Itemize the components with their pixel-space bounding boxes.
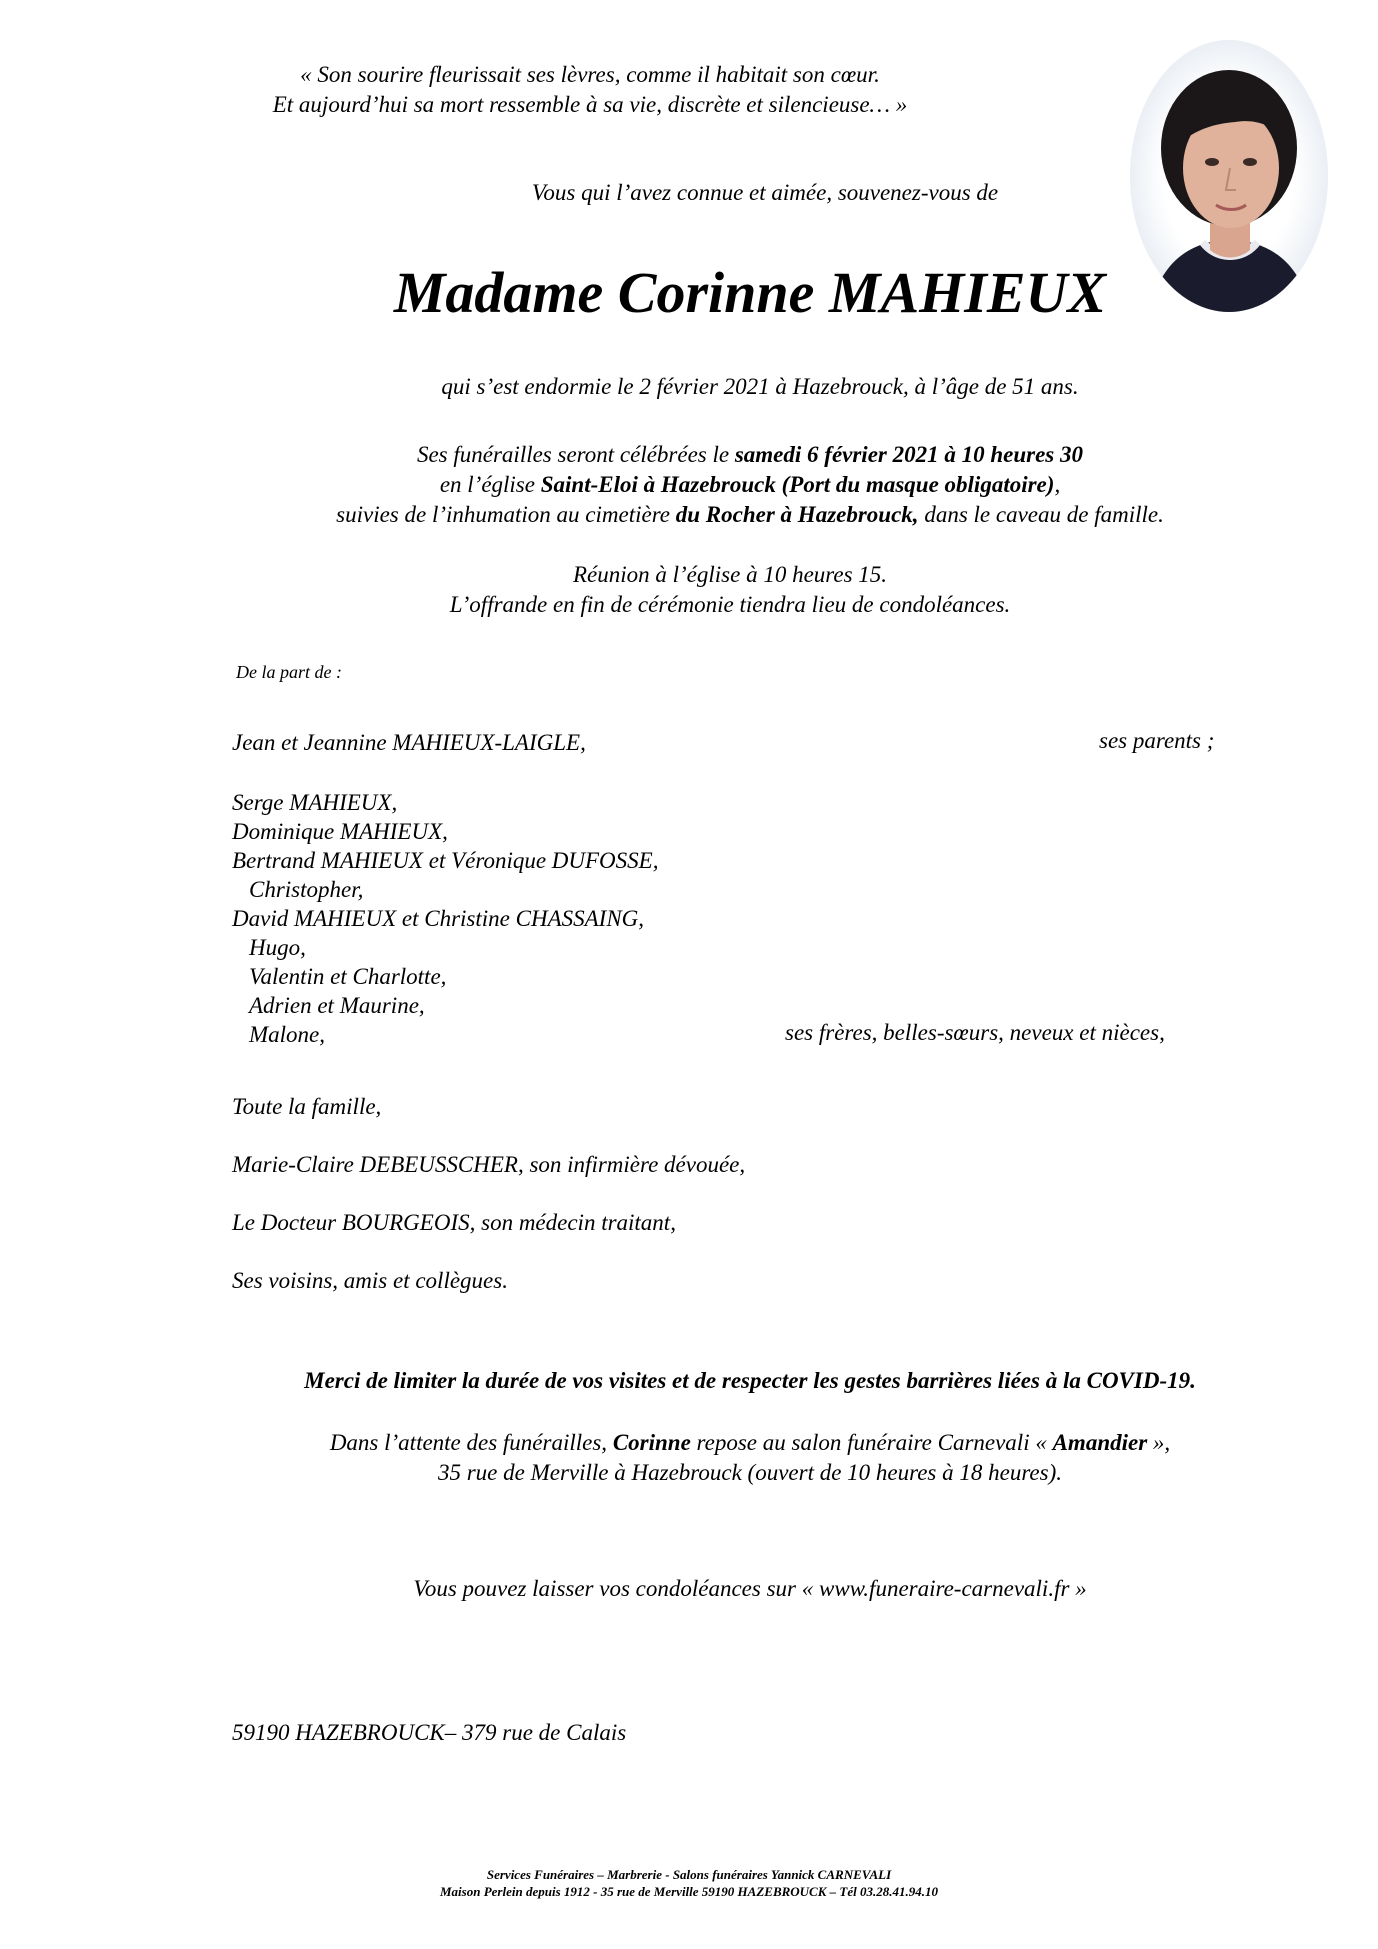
family-line: Christopher, [249, 877, 364, 902]
siblings-relation: ses frères, belles-sœurs, neveux et nièces, [785, 1020, 1165, 1045]
salon-line-1 [200, 1428, 1300, 1458]
meeting-info [300, 560, 1160, 620]
salon-text: », [1147, 1430, 1171, 1455]
salon-line-2: 35 rue de Merville à Hazebrouck (ouvert de 10 heures à 18 heures). [437, 1460, 1063, 1485]
deceased-name: Madame Corinne MAHIEUX [393, 260, 1107, 325]
funeral-details [200, 440, 1300, 530]
family-line: Bertrand MAHIEUX et Véronique DUFOSSE, [232, 848, 659, 873]
family-others-2: Marie-Claire DEBEUSSCHER, son infirmière dévouée, [232, 1152, 746, 1177]
salon-room: Amandier [1052, 1430, 1148, 1455]
parents-relation: ses parents ; [1099, 728, 1215, 753]
quote-line-2: Et aujourd’hui sa mort ressemble à sa vie, discrète et silencieuse… » [272, 92, 908, 117]
footer-line-1: Services Funéraires – Marbrerie - Salons funéraires Yannick CARNEVALI [486, 1867, 892, 1882]
funeral-line-3 [200, 500, 1300, 530]
family-line: Malone, [249, 1022, 326, 1047]
funeral-line-2 [200, 470, 1300, 500]
parents-names: Jean et Jeannine MAHIEUX-LAIGLE, [232, 730, 586, 755]
family-line: Valentin et Charlotte, [249, 964, 447, 989]
funeral-home-footer [0, 1866, 1378, 1900]
funeral-text: en l’église [439, 472, 541, 497]
family-others-3: Le Docteur BOURGEOIS, son médecin traitant, [232, 1210, 676, 1235]
funeral-cemetery: du Rocher à Hazebrouck, [675, 502, 919, 527]
death-notice: qui s’est endormie le 2 février 2021 à Hazebrouck, à l’âge de 51 ans. [441, 374, 1079, 399]
family-address: 59190 HAZEBROUCK– 379 rue de Calais [232, 1720, 627, 1745]
salon-info [200, 1428, 1300, 1488]
family-line: Hugo, [249, 935, 306, 960]
funeral-text: dans le caveau de famille. [918, 502, 1164, 527]
funeral-text: suivies de l’inhumation au cimetière [336, 502, 676, 527]
family-line: David MAHIEUX et Christine CHASSAING, [232, 906, 645, 931]
family-line: Adrien et Maurine, [249, 993, 425, 1018]
family-others-1: Toute la famille, [232, 1094, 382, 1119]
funeral-text: , [1054, 472, 1061, 497]
family-line: Dominique MAHIEUX, [232, 819, 448, 844]
condolences-website: Vous pouvez laisser vos condoléances sur « www.funeraire-carnevali.fr » [413, 1576, 1087, 1601]
salon-text: repose au salon funéraire Carnevali « [690, 1430, 1053, 1455]
funeral-date: samedi 6 février 2021 à 10 heures 30 [734, 442, 1084, 467]
funeral-church: Saint-Eloi à Hazebrouck (Port du masque obligatoire) [540, 472, 1055, 497]
funeral-line-1 [200, 440, 1300, 470]
family-others-4: Ses voisins, amis et collègues. [232, 1268, 508, 1293]
funeral-text: Ses funérailles seront célébrées le [416, 442, 735, 467]
intro-text: Vous qui l’avez connue et aimée, souvenez-vous de [531, 180, 999, 205]
quote-line-1: « Son sourire fleurissait ses lèvres, comme il habitait son cœur. [300, 62, 880, 87]
meeting-line-2: L’offrande en fin de cérémonie tiendra lieu de condoléances. [449, 592, 1011, 617]
salon-firstname: Corinne [612, 1430, 691, 1455]
family-line: Serge MAHIEUX, [232, 790, 398, 815]
epigraph-quote [160, 60, 1020, 120]
siblings-list [232, 788, 658, 1049]
meeting-line-1: Réunion à l’église à 10 heures 15. [572, 562, 888, 587]
covid-notice: Merci de limiter la durée de vos visites et de respecter les gestes barrières liées à la COVID-19. [304, 1368, 1196, 1393]
salon-text: Dans l’attente des funérailles, [329, 1430, 613, 1455]
footer-line-2: Maison Perlein depuis 1912 - 35 rue de Merville 59190 HAZEBROUCK – Tél 03.28.41.94.10 [440, 1884, 938, 1899]
from-label: De la part de : [236, 662, 342, 682]
